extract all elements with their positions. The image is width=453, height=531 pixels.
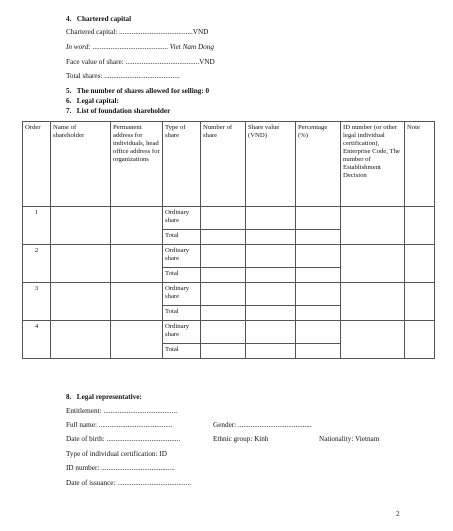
section-6-heading: 6. Legal capital: — [66, 97, 119, 105]
row-total-number-cell — [201, 344, 246, 359]
row-note-cell — [405, 207, 435, 245]
row-total: Total — [163, 268, 201, 283]
row-total: Total — [163, 344, 201, 359]
row-note-cell — [405, 321, 435, 359]
id-number-line: ID number: ......................................... — [66, 464, 175, 472]
row-percentage-cell — [296, 207, 341, 230]
section-7-heading: 7. List of foundation shareholder — [66, 107, 171, 115]
row-value-cell — [246, 283, 296, 306]
in-word-label: In word: — [66, 43, 91, 51]
table-row — [23, 321, 435, 344]
shareholder-table — [22, 121, 435, 359]
row-note-cell — [405, 283, 435, 321]
table-row — [23, 283, 435, 306]
header-id: ID number (or other legal individual certification), Enterprise Code, The number of Establishment Decision — [341, 122, 405, 207]
row-address-cell — [111, 283, 163, 321]
row-id-cell — [341, 283, 405, 321]
row-id-cell — [341, 245, 405, 283]
row-total-number-cell — [201, 268, 246, 283]
row-total-value-cell — [246, 306, 296, 321]
row-order: 1 — [23, 207, 51, 245]
in-word-dots: .......................................... — [90, 43, 168, 51]
face-value-line: Face value of share: .........................................VND — [66, 58, 215, 66]
row-value-cell — [246, 245, 296, 268]
section-4-heading: 4. Chartered capital — [66, 15, 132, 23]
header-note: Note — [405, 122, 435, 207]
row-id-cell — [341, 207, 405, 245]
row-number-cell — [201, 321, 246, 344]
row-note-cell — [405, 245, 435, 283]
row-total-percentage-cell — [296, 268, 341, 283]
date-of-birth-line: Date of birth: ......................................... — [66, 435, 181, 443]
nationality-line: Nationality: Vietnam — [319, 435, 380, 443]
row-total-percentage-cell — [296, 306, 341, 321]
row-total: Total — [163, 230, 201, 245]
row-name-cell — [51, 207, 111, 245]
row-total: Total — [163, 306, 201, 321]
full-name-line: Full name: ......................................... — [66, 421, 173, 429]
row-total-number-cell — [201, 306, 246, 321]
row-number-cell — [201, 207, 246, 230]
row-address-cell — [111, 207, 163, 245]
table-header-row — [23, 122, 435, 207]
section-8-heading: 8. Legal representative: — [66, 393, 142, 401]
row-name-cell — [51, 245, 111, 283]
date-of-issuance-line: Date of issuance: ......................................... — [66, 479, 191, 487]
row-total-value-cell — [246, 344, 296, 359]
in-word-line — [66, 43, 214, 52]
table-row — [23, 207, 435, 230]
row-order: 3 — [23, 283, 51, 321]
section-5-heading: 5. The number of shares allowed for selling: 0 — [66, 87, 210, 95]
row-type: Ordinary share — [163, 207, 201, 230]
in-word-currency: Viet Nam Dong — [167, 43, 214, 51]
row-name-cell — [51, 321, 111, 359]
header-address: Permanent address for individuals, head office address for organizations — [111, 122, 163, 207]
row-type: Ordinary share — [163, 283, 201, 306]
row-order: 4 — [23, 321, 51, 359]
row-total-percentage-cell — [296, 344, 341, 359]
row-total-percentage-cell — [296, 230, 341, 245]
ethnic-group-line: Ethnic group: Kinh — [213, 435, 269, 443]
header-name: Name of shareholder — [51, 122, 111, 207]
row-value-cell — [246, 207, 296, 230]
header-percentage: Percentage (%) — [296, 122, 341, 207]
row-number-cell — [201, 245, 246, 268]
row-address-cell — [111, 321, 163, 359]
total-shares-line: Total shares: .......................................... — [66, 72, 180, 80]
gender-line: Gender: ......................................... — [213, 421, 312, 429]
page-number: 2 — [396, 510, 400, 518]
row-order: 2 — [23, 245, 51, 283]
header-order: Order — [23, 122, 51, 207]
header-type: Type of share — [163, 122, 201, 207]
certification-type-line: Type of individual certification: ID — [66, 450, 167, 458]
row-percentage-cell — [296, 283, 341, 306]
row-total-number-cell — [201, 230, 246, 245]
header-value: Share value (VND) — [246, 122, 296, 207]
row-id-cell — [341, 321, 405, 359]
row-percentage-cell — [296, 321, 341, 344]
row-total-value-cell — [246, 268, 296, 283]
table-row — [23, 245, 435, 268]
entitlement-line: Entitlement: ......................................... — [66, 407, 177, 415]
row-value-cell — [246, 321, 296, 344]
row-number-cell — [201, 283, 246, 306]
row-percentage-cell — [296, 245, 341, 268]
header-number: Number of share — [201, 122, 246, 207]
row-type: Ordinary share — [163, 321, 201, 344]
row-total-value-cell — [246, 230, 296, 245]
chartered-capital-line: Chartered capital: .........................................VND — [66, 28, 209, 36]
row-address-cell — [111, 245, 163, 283]
row-type: Ordinary share — [163, 245, 201, 268]
row-name-cell — [51, 283, 111, 321]
